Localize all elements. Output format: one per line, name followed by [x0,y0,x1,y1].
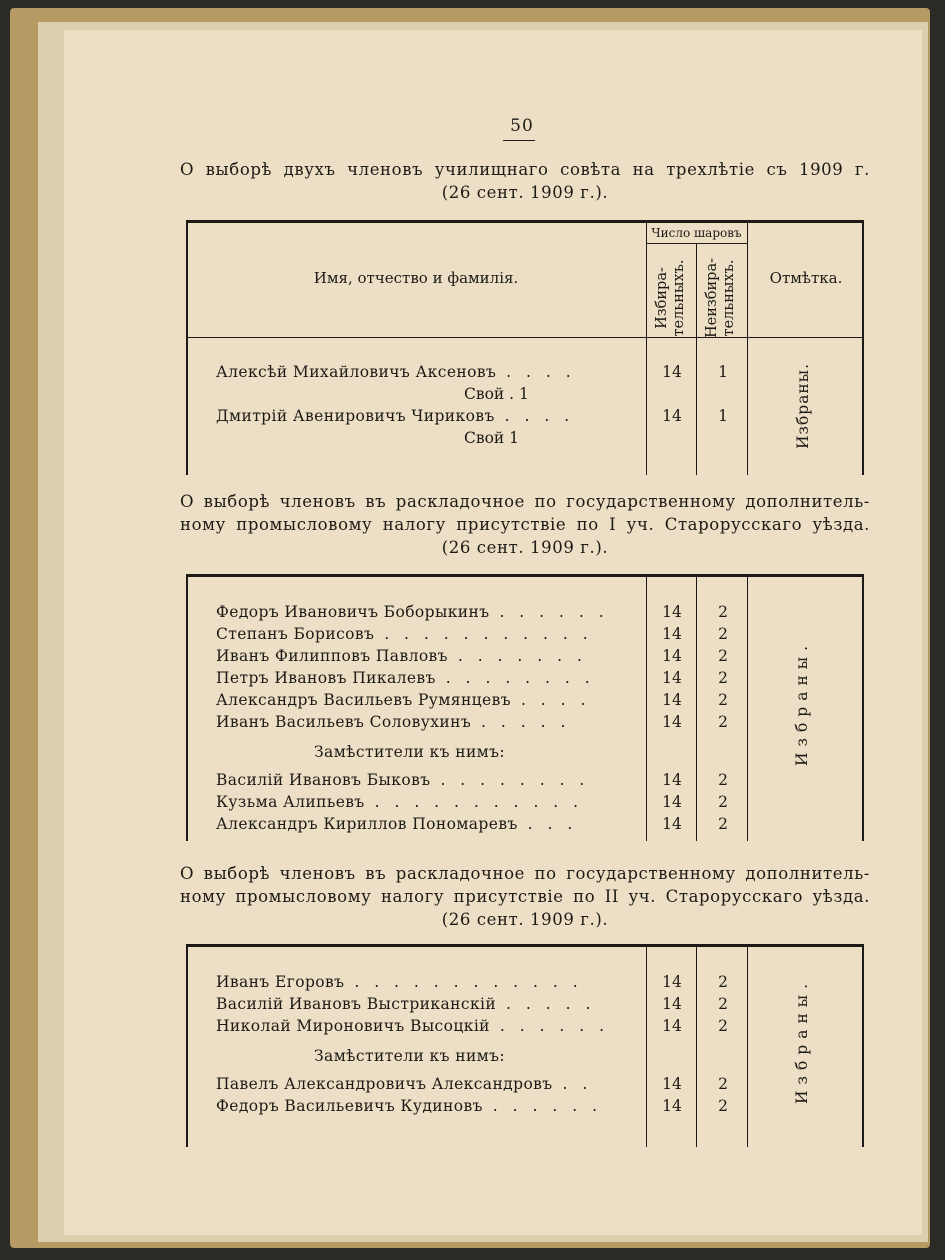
header-rule [186,337,864,338]
person-name: Иванъ Филипповъ Павловъ [216,647,448,665]
own-vote: Свой 1 [464,429,520,447]
deputies-label: Замѣстители къ нимъ: [314,743,506,761]
votes-for: 14 [662,1017,682,1035]
votes-for: 14 [662,815,682,833]
table-3 [186,944,864,1147]
votes-against: 2 [718,1097,728,1115]
leader-dots: . . . . [494,407,575,425]
person-name: Федоръ Ивановичъ Боборыкинъ [216,603,490,621]
person-name: Степанъ Борисовъ [216,625,375,643]
table-row [186,623,864,645]
person-name: Кузьма Алипьевъ [216,793,365,811]
votes-for: 14 [662,625,682,643]
leader-dots: . . . . . . [489,1017,610,1035]
person-name: Иванъ Егоровъ [216,973,345,991]
leader-dots: . . . . . . . [447,647,587,665]
table-row [186,1073,864,1095]
title-line: О выборѣ членовъ въ раскладочное по государственному дополнитель- [180,492,870,511]
page-number: 50 [510,116,534,136]
votes-against: 2 [718,625,728,643]
votes-for: 14 [662,713,682,731]
header-balls: Число шаровъ [651,226,742,240]
leader-dots: . . . . . [496,995,596,1013]
title-line: ному промысловому налогу присутствіе по II уч. Старорусскаго уѣзда. [180,887,870,906]
page-number-rule [503,140,535,141]
result-mark: Избраны. [794,362,812,450]
votes-for: 14 [662,995,682,1013]
header-for: Избира- тельныхъ. [654,259,687,337]
votes-for: 14 [662,973,682,991]
table-1 [186,220,864,475]
votes-against: 2 [718,1075,728,1093]
header-subrule [646,243,747,244]
person-name: Алексѣй Михайловичъ Аксеновъ [216,363,497,381]
table-row [186,361,864,383]
votes-for: 14 [662,363,682,381]
leader-dots: . . [552,1075,593,1093]
leader-dots: . . . . . . . . . . . . [344,973,583,991]
table-row [186,1015,864,1037]
table-border-left [186,223,188,475]
table-row [186,1095,864,1117]
leader-dots: . . . . . . . . . . . [364,793,584,811]
votes-against: 2 [718,713,728,731]
title-line: О выборѣ двухъ членовъ училищнаго совѣта на трехлѣтіе съ 1909 г. [180,160,870,179]
title-line: (26 сент. 1909 г.). [441,183,609,202]
title-line: ному промысловому налогу присутствіе по I уч. Старорусскаго уѣзда. [180,515,870,534]
table-row [186,711,864,733]
leader-dots: . . . . [511,691,591,709]
leader-dots: . . . . . . [489,603,609,621]
person-name: Дмитрій Авенировичъ Чириковъ [216,407,495,425]
votes-for: 14 [662,1097,682,1115]
person-name: Василій Ивановъ Выстриканскій [216,995,497,1013]
votes-against: 1 [718,363,728,381]
table-row [186,813,864,835]
section-2-title [180,490,870,559]
table-row [186,769,864,791]
person-name: Александръ Васильевъ Румянцевъ [216,691,512,709]
person-name: Александръ Кириллов Пономаревъ [216,815,518,833]
votes-against: 2 [718,647,728,665]
votes-against: 1 [718,407,728,425]
leader-dots: . . . . [496,363,576,381]
section-3-title [180,862,870,931]
table-row [186,689,864,711]
leader-dots: . . . . . . . . [435,669,595,687]
votes-for: 14 [662,669,682,687]
person-name: Иванъ Васильевъ Соловухинъ [216,713,472,731]
header-against: Неизбира- тельныхъ. [704,257,737,339]
votes-for: 14 [662,647,682,665]
title-line: (26 сент. 1909 г.). [441,910,609,929]
votes-for: 14 [662,407,682,425]
table-row [186,667,864,689]
leader-dots: . . . . . . . . . . . [374,625,593,643]
votes-for: 14 [662,691,682,709]
votes-for: 14 [662,1075,682,1093]
table-row [186,645,864,667]
votes-against: 2 [718,815,728,833]
table-border-right [862,223,864,475]
table-row [186,993,864,1015]
result-mark: Избраны. [793,977,811,1104]
votes-for: 14 [662,793,682,811]
col-divider [696,243,697,357]
table-row [186,791,864,813]
table-2 [186,574,864,841]
table-row [186,405,864,427]
votes-for: 14 [662,771,682,789]
table-row [186,601,864,623]
leader-dots: . . . . . . [482,1097,602,1115]
title-line: О выборѣ членовъ въ раскладочное по государственному дополнитель- [180,864,870,883]
person-name: Павелъ Александровичъ Александровъ [216,1075,553,1093]
leader-dots: . . . [517,815,578,833]
votes-against: 2 [718,771,728,789]
votes-against: 2 [718,603,728,621]
table-row [186,971,864,993]
votes-for: 14 [662,603,682,621]
leader-dots: . . . . . [471,713,571,731]
leader-dots: . . . . . . . . [430,771,590,789]
votes-against: 2 [718,691,728,709]
person-name: Федоръ Васильевичъ Кудиновъ [216,1097,483,1115]
col-divider [747,223,748,475]
section-1-title [180,158,870,204]
votes-against: 2 [718,793,728,811]
deputies-label: Замѣстители къ нимъ: [314,1047,506,1065]
header-mark: Отмѣтка. [769,269,843,287]
col-divider [646,223,647,475]
votes-against: 2 [718,995,728,1013]
result-mark: Избраны. [793,639,811,766]
votes-against: 2 [718,669,728,687]
person-name: Николай Мироновичъ Высоцкій [216,1017,490,1035]
header-name: Имя, отчество и фамилія. [313,269,519,287]
person-name: Петръ Ивановъ Пикалевъ [216,669,436,687]
votes-against: 2 [718,1017,728,1035]
title-line: (26 сент. 1909 г.). [441,538,609,557]
votes-against: 2 [718,973,728,991]
person-name: Василій Ивановъ Быковъ [216,771,431,789]
own-vote: Свой . 1 [464,385,529,403]
